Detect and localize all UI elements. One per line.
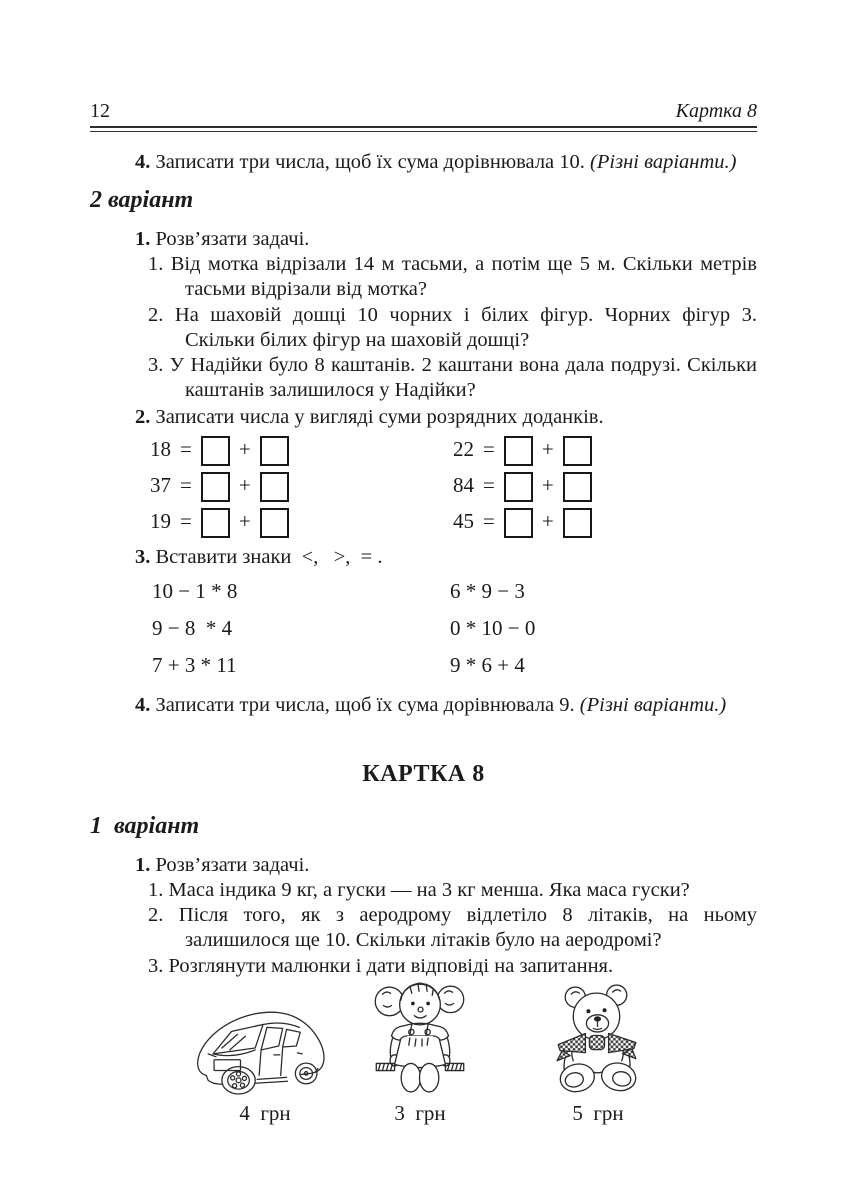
page-header xyxy=(90,100,757,122)
toy-car-figure xyxy=(190,998,340,1125)
task-title: Розв’язати задачі. xyxy=(155,228,310,250)
equals-sign: = xyxy=(180,437,192,462)
task-note: (Різні варіанти.) xyxy=(590,151,737,173)
problem-item xyxy=(90,353,757,404)
answer-box xyxy=(504,472,533,502)
task-text: Записати три числа, щоб їх сума дорівнювала 10. xyxy=(155,151,585,173)
v1-task-1-heading xyxy=(90,852,757,878)
variant-1-heading: 1 варіант xyxy=(90,812,200,839)
equation-left xyxy=(150,505,453,538)
equation-number: 18 xyxy=(150,437,171,462)
plus-sign: + xyxy=(238,473,251,498)
task-number: 4. xyxy=(135,693,151,716)
problem-text: Маса індика 9 кг, а гуски — на 3 кг менша. Яка маса гуски? xyxy=(168,878,690,901)
v2-problems-list xyxy=(90,252,757,404)
answer-box xyxy=(563,472,592,502)
teddy-bear-figure xyxy=(538,980,658,1125)
toys-row xyxy=(90,999,757,1125)
toy-car-image xyxy=(191,998,339,1096)
expression-row xyxy=(90,610,757,647)
variant-2-heading: 2 варіант xyxy=(90,187,194,213)
equals-sign: = xyxy=(483,509,495,534)
task-title: Розв’язати задачі. xyxy=(155,853,310,876)
answer-box xyxy=(563,508,592,538)
v2-task-2-heading xyxy=(90,404,757,430)
task-number: 3. xyxy=(135,545,151,568)
answer-box xyxy=(504,508,533,538)
task-number: 1. xyxy=(135,853,151,876)
problem-item xyxy=(90,903,757,954)
equation-number: 19 xyxy=(150,509,171,534)
plus-sign: + xyxy=(541,509,554,534)
problem-text: У Надійки було 8 каштанів. 2 каштани вона дала подрузі. Скільки каштанів залишилося у Надійки? xyxy=(169,354,758,402)
plus-sign: + xyxy=(541,473,554,498)
equation-number: 45 xyxy=(453,509,474,534)
problem-number: 1. xyxy=(148,253,164,275)
expressions-block xyxy=(90,573,757,684)
equals-sign: = xyxy=(180,473,192,498)
v2-task-3-heading xyxy=(90,544,757,570)
expression-right: 9 * 6 + 4 xyxy=(450,652,525,677)
expression-left: 9 − 8 * 4 xyxy=(152,615,233,640)
equation-right xyxy=(453,469,592,502)
task-title: Записати числа у вигляді суми розрядних доданків. xyxy=(155,405,604,428)
answer-box xyxy=(260,436,289,466)
task-number: 4. xyxy=(135,151,151,173)
v2-task-4 xyxy=(90,692,757,718)
running-title: Картка 8 xyxy=(675,100,757,122)
answer-box xyxy=(563,436,592,466)
page-number: 12 xyxy=(90,100,110,122)
card-8-title: КАРТКА 8 xyxy=(362,760,485,787)
expression-left: 10 − 1 * 8 xyxy=(152,578,238,603)
expression-row xyxy=(90,647,757,684)
problem-number: 2. xyxy=(148,904,164,927)
equation-row xyxy=(150,504,757,540)
doll-image xyxy=(369,974,471,1096)
task-number: 2. xyxy=(135,405,151,428)
task-title: Вставити знаки <, >, = . xyxy=(155,545,383,568)
equation-left xyxy=(150,469,453,502)
task-number: 1. xyxy=(135,228,151,250)
equation-row xyxy=(150,432,757,468)
v2-task-1-heading xyxy=(90,226,757,252)
problem-number: 3. xyxy=(148,354,164,377)
answer-box xyxy=(201,436,230,466)
expression-right: 6 * 9 − 3 xyxy=(450,578,525,603)
teddy-bear-image xyxy=(540,980,656,1096)
problem-number: 3. xyxy=(148,954,164,977)
equations-block xyxy=(90,432,757,540)
problem-item xyxy=(90,252,757,303)
plus-sign: + xyxy=(541,437,554,462)
task-note: (Різні варіанти.) xyxy=(579,693,727,716)
price-label: 5 грн xyxy=(572,1100,624,1125)
problem-number: 2. xyxy=(148,303,164,326)
v1-problems-list xyxy=(90,878,757,979)
answer-box xyxy=(201,508,230,538)
problem-item xyxy=(90,303,757,354)
equation-right xyxy=(453,505,592,538)
equation-left xyxy=(150,433,453,466)
answer-box xyxy=(260,508,289,538)
equation-right xyxy=(453,433,592,466)
header-rule xyxy=(90,126,757,132)
problem-text: Від мотка відрізали 14 м тасьми, а потім ще 5 м. Скільки метрів тасьми відрізали від мотка? xyxy=(170,253,757,301)
equals-sign: = xyxy=(483,473,495,498)
task-4-previous-variant xyxy=(90,149,757,175)
doll-figure xyxy=(368,974,472,1125)
problem-number: 1. xyxy=(148,878,164,901)
task-text: Записати три числа, щоб їх сума дорівнювала 9. xyxy=(155,693,575,716)
plus-sign: + xyxy=(238,509,251,534)
answer-box xyxy=(260,472,289,502)
equation-row xyxy=(150,468,757,504)
equation-number: 22 xyxy=(453,437,474,462)
expression-row xyxy=(90,573,757,610)
answer-box xyxy=(504,436,533,466)
answer-box xyxy=(201,472,230,502)
price-label: 4 грн xyxy=(239,1100,291,1125)
problem-text: Розглянути малюнки і дати відповіді на запитання. xyxy=(168,954,614,977)
problem-item xyxy=(90,878,757,903)
problem-text: На шаховій дошці 10 чорних і білих фігур. Чорних фігур 3. Скільки білих фігур на шаховій дошці? xyxy=(174,303,758,351)
price-label: 3 грн xyxy=(394,1100,446,1125)
expression-right: 0 * 10 − 0 xyxy=(450,615,536,640)
problem-text: Після того, як з аеродрому відлетіло 8 літаків, на ньому залишилося ще 10. Скільки літаків було на аеродромі? xyxy=(178,904,758,952)
equation-number: 37 xyxy=(150,473,171,498)
equation-number: 84 xyxy=(453,473,474,498)
equals-sign: = xyxy=(180,509,192,534)
plus-sign: + xyxy=(238,437,251,462)
expression-left: 7 + 3 * 11 xyxy=(152,652,237,677)
equals-sign: = xyxy=(483,437,495,462)
